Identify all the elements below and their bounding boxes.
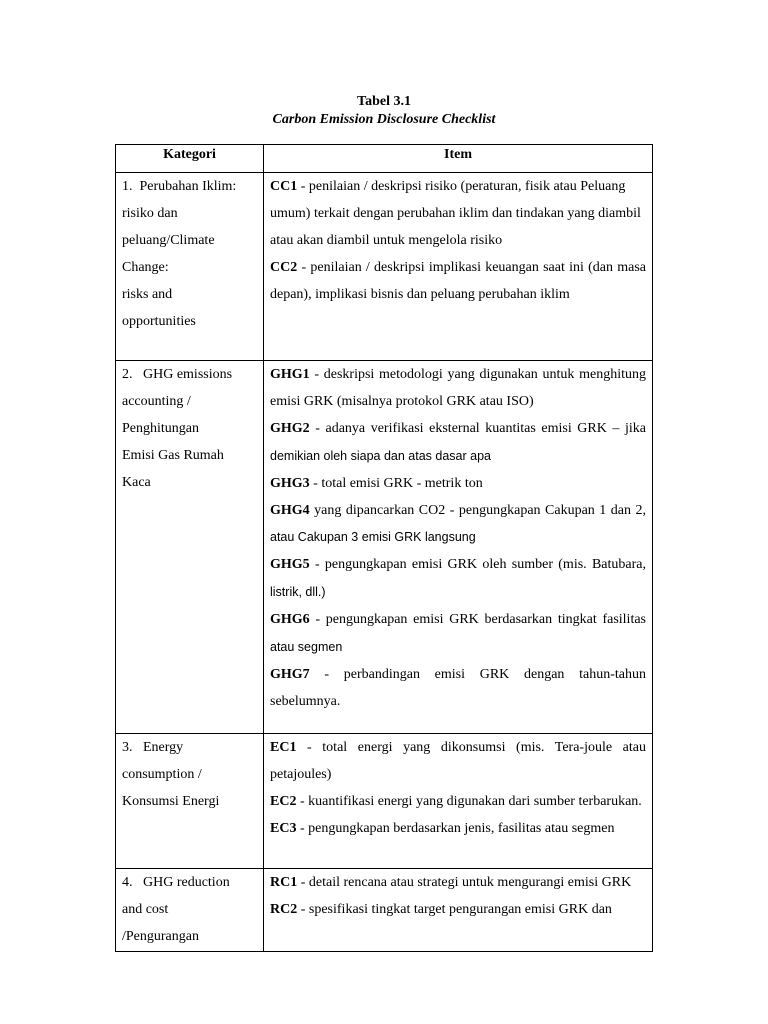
item-code: EC2	[270, 793, 297, 809]
table-row	[116, 361, 653, 734]
item-entry	[270, 870, 646, 897]
kategori-cell	[116, 869, 264, 952]
kategori-line: 1. Perubahan Iklim:	[122, 179, 237, 194]
item-text-sans: atau Cakupan 3 emisi GRK langsung	[270, 530, 476, 545]
item-code: GHG1	[270, 367, 310, 382]
item-text: - deskripsi metodologi yang digunakan untuk menghitung emisi GRK (misalnya protokol GRK atau ISO)	[270, 367, 646, 409]
kategori-cell	[116, 734, 264, 869]
kategori-line: and cost	[122, 901, 169, 917]
item-cell	[264, 869, 653, 952]
table-header-row	[116, 145, 653, 173]
header-kategori: Kategori	[116, 145, 264, 173]
kategori-line: 3. Energy	[122, 740, 184, 755]
item-text: - total energi yang dikonsumsi (mis. Tera-joule atau petajoules)	[270, 740, 646, 782]
item-entry	[270, 362, 646, 416]
item-entry	[270, 255, 646, 309]
item-text: - pengungkapan emisi GRK berdasarkan tingkat fasilitas	[309, 612, 646, 628]
item-code: GHG3	[270, 475, 310, 491]
item-text: - spesifikasi tingkat target pengurangan emisi GRK dan	[297, 901, 612, 917]
item-entry	[270, 552, 646, 607]
item-text-sans: listrik, dll.)	[270, 585, 326, 600]
item-entry	[270, 789, 646, 816]
item-code: EC1	[270, 740, 297, 755]
kategori-line: Konsumsi Energi	[122, 793, 220, 809]
item-code: GHG2	[270, 420, 310, 436]
item-entry	[270, 416, 646, 471]
kategori-line: opportunities	[122, 313, 196, 329]
item-code: EC3	[270, 820, 297, 836]
kategori-line: Kaca	[122, 474, 151, 490]
table-row	[116, 869, 653, 952]
kategori-line: peluang/Climate	[122, 232, 215, 248]
item-text: - penilaian / deskripsi risiko (peraturan, fisik atau Peluang	[297, 179, 626, 194]
item-text: - perbandingan emisi GRK dengan tahun-tahun sebelumnya.	[270, 666, 646, 709]
kategori-line: Emisi Gas Rumah	[122, 447, 224, 463]
item-code: GHG5	[270, 557, 310, 573]
kategori-line: 2. GHG emissions	[122, 367, 233, 382]
kategori-line: 4. GHG reduction	[122, 875, 230, 890]
kategori-line: accounting /	[122, 393, 191, 409]
item-code: RC2	[270, 901, 298, 917]
item-text: - pengungkapan emisi GRK oleh sumber (mis. Batubara,	[309, 557, 646, 573]
item-code: GHG4	[270, 502, 310, 518]
item-cell	[264, 361, 653, 734]
header-item: Item	[264, 145, 653, 173]
item-entry	[270, 735, 646, 789]
table-number: Tabel 3.1	[357, 94, 411, 109]
kategori-line: risks and	[122, 286, 173, 302]
kategori-cell	[116, 173, 264, 361]
item-code: CC2	[270, 259, 298, 275]
item-cell	[264, 734, 653, 869]
item-entry	[270, 498, 646, 553]
item-entry	[270, 174, 646, 201]
table-row	[116, 173, 653, 361]
item-code: GHG7	[270, 666, 310, 682]
table-title: Carbon Emission Disclosure Checklist	[272, 112, 496, 127]
kategori-line: risiko dan	[122, 205, 178, 221]
item-text: - kuantifikasi energi yang digunakan dari sumber terbarukan.	[296, 793, 642, 809]
item-code: GHG6	[270, 612, 310, 628]
item-entry	[270, 662, 646, 716]
kategori-line: Penghitungan	[122, 420, 199, 436]
item-text: - detail rencana atau strategi untuk mengurangi emisi GRK	[297, 875, 632, 890]
item-entry	[270, 816, 646, 843]
item-entry-continued: umum) terkait dengan perubahan iklim dan tindakan yang diambil atau akan diambil untuk mengelola risiko	[270, 205, 641, 248]
item-text: - penilaian / deskripsi implikasi keuangan saat ini (dan masa depan), implikasi bisnis dan peluang perubahan iklim	[270, 259, 646, 302]
table-row	[116, 734, 653, 869]
checklist-table	[115, 144, 653, 952]
item-text: - total emisi GRK - metrik ton	[309, 475, 483, 491]
item-text: yang dipancarkan CO2 - pengungkapan Cakupan 1 dan 2,	[309, 502, 646, 518]
item-entry	[270, 471, 646, 498]
item-text-sans: demikian oleh siapa dan atas dasar apa	[270, 448, 491, 463]
item-text-sans: atau segmen	[270, 640, 343, 655]
item-cell	[264, 173, 653, 361]
item-text: - adanya verifikasi eksternal kuantitas emisi GRK – jika	[309, 420, 646, 436]
kategori-line: /Pengurangan	[122, 928, 199, 944]
table-caption	[0, 93, 768, 129]
item-code: CC1	[270, 179, 298, 194]
item-entry	[270, 897, 646, 924]
item-text: - pengungkapan berdasarkan jenis, fasilitas atau segmen	[296, 820, 615, 836]
kategori-cell	[116, 361, 264, 734]
kategori-line: consumption /	[122, 766, 202, 782]
kategori-line: Change:	[122, 259, 169, 275]
item-entry	[270, 607, 646, 662]
item-code: RC1	[270, 875, 298, 890]
